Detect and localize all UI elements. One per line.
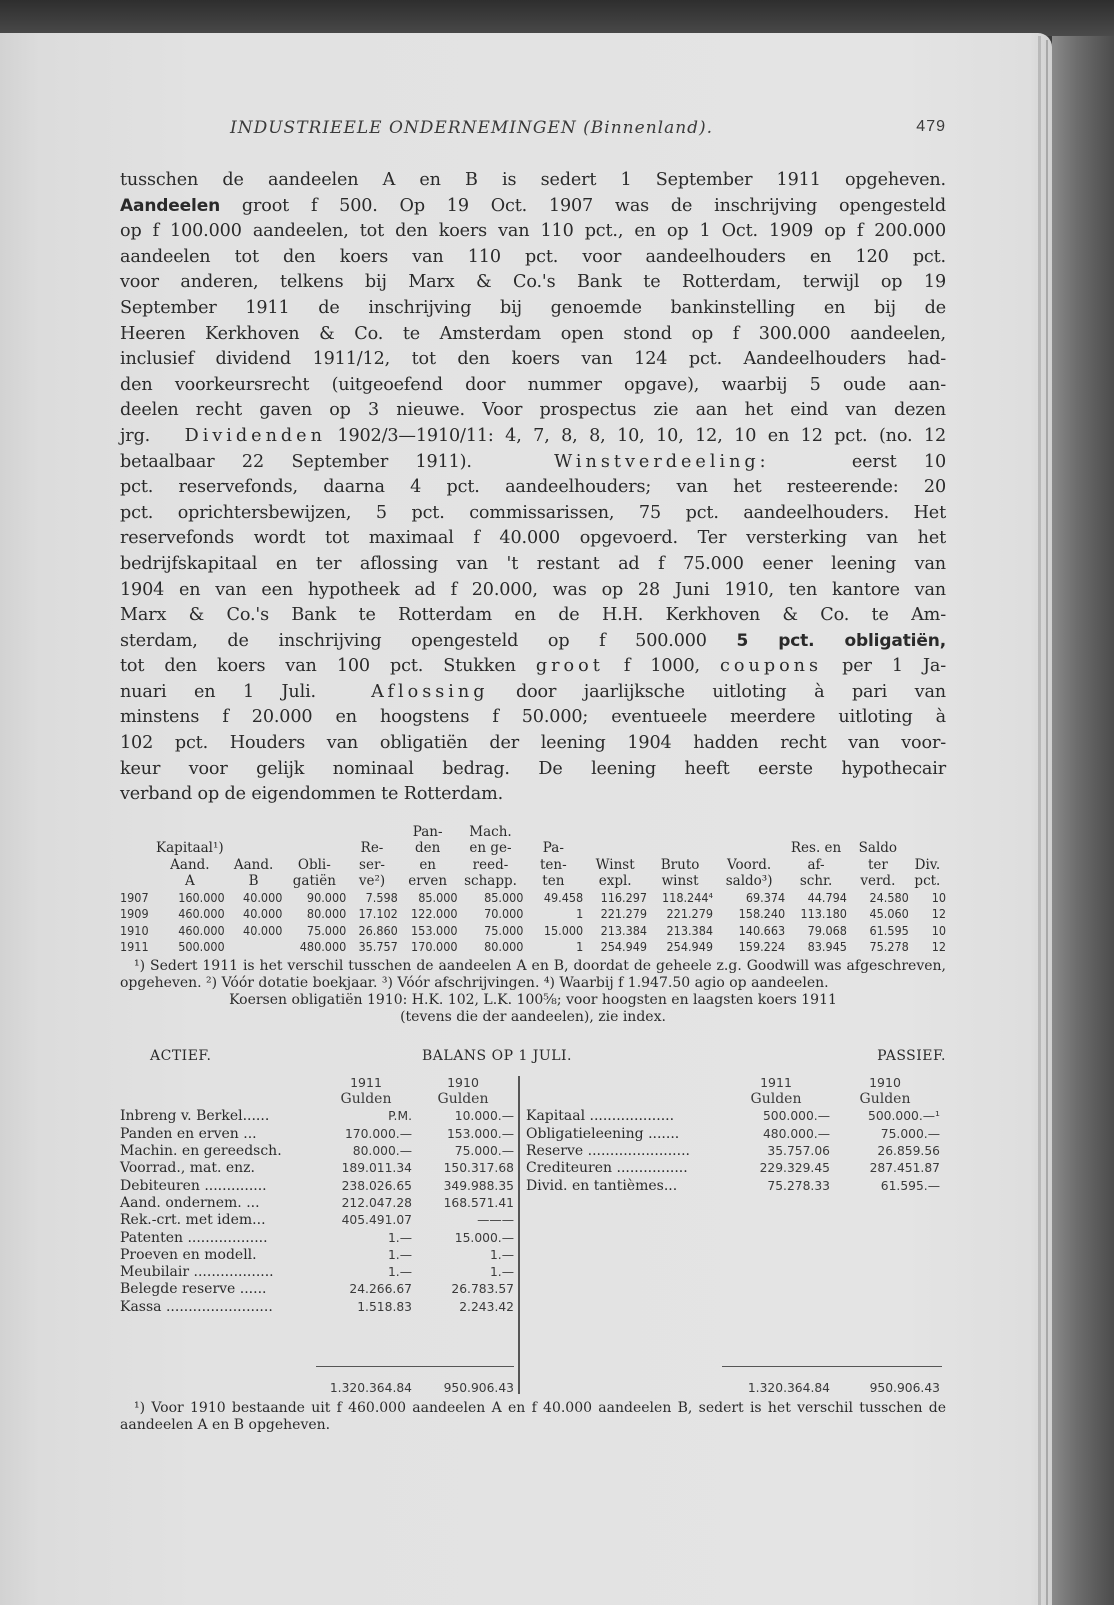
balance-row bbox=[120, 1160, 514, 1177]
text-fragment: 1902/3—1910/11: 4, 7, 8, 8, 10, 10, 12, 10 en 12 pct. (no. 12 bbox=[337, 425, 946, 446]
balance-row bbox=[120, 1212, 514, 1229]
column-header: Mach. bbox=[469, 823, 512, 840]
column-header: Winst bbox=[595, 856, 635, 873]
column-header bbox=[909, 840, 946, 857]
balance-row bbox=[120, 1126, 514, 1143]
row-label: Voorrad., mat. enz. bbox=[120, 1160, 256, 1177]
column-header: gatiën bbox=[292, 873, 336, 890]
table-cell: 10 bbox=[931, 922, 946, 938]
column-header: Bruto bbox=[660, 856, 700, 873]
value-1911: 170.000.— bbox=[344, 1126, 412, 1141]
actief-column bbox=[120, 1074, 514, 1395]
row-label: Rek.-crt. met idem... bbox=[120, 1212, 266, 1229]
column-header: schapp. bbox=[464, 873, 517, 890]
total-rule bbox=[722, 1366, 942, 1367]
value-1910: 1910 bbox=[869, 1074, 901, 1090]
value-1911: 229.329.45 bbox=[759, 1161, 830, 1176]
balance-row bbox=[526, 1126, 946, 1143]
balance-row bbox=[120, 1230, 514, 1247]
total-row bbox=[120, 1380, 514, 1397]
table-cell: 85.000 bbox=[484, 889, 524, 905]
table-cell: 80.000 bbox=[484, 939, 524, 955]
value-1910: 153.000.— bbox=[446, 1126, 514, 1141]
column-header bbox=[282, 840, 346, 857]
column-header: B bbox=[248, 873, 259, 890]
column-header: expl. bbox=[598, 873, 632, 890]
table-cell: 10 bbox=[931, 889, 946, 905]
value-1910: 349.988.35 bbox=[443, 1178, 514, 1193]
value-1910: 500.000.—¹ bbox=[868, 1109, 940, 1124]
table-cell: 40.000 bbox=[243, 889, 283, 905]
value-1911: 24.266.67 bbox=[349, 1282, 412, 1297]
text-line: reservefonds wordt tot maximaal f 40.000 opgevoerd. Ter versterking van het bbox=[120, 528, 946, 549]
column-header: Saldo bbox=[858, 840, 898, 857]
value-1910: 2.243.42 bbox=[459, 1299, 514, 1314]
table-cell: 12 bbox=[931, 906, 946, 922]
text-fragment: tot den koers van 100 pct. Stukken bbox=[120, 656, 516, 677]
column-header bbox=[523, 824, 583, 841]
row-label: Reserve ....................... bbox=[526, 1143, 690, 1160]
balance-row bbox=[120, 1247, 514, 1264]
column-header: winst bbox=[661, 873, 699, 890]
text-line: Heeren Kerkhoven & Co. te Amsterdam open stond op f 300.000 aandeelen, bbox=[120, 323, 946, 344]
column-header bbox=[583, 824, 647, 841]
column-header bbox=[785, 824, 847, 841]
year-header-row bbox=[120, 1074, 514, 1091]
table-cell: 113.180 bbox=[800, 906, 847, 922]
spaced-term-groot: groot bbox=[535, 656, 604, 677]
column-header bbox=[225, 824, 283, 841]
table-header-row bbox=[120, 857, 946, 874]
column-header: schr. bbox=[799, 873, 833, 890]
column-header: ser- bbox=[359, 856, 385, 873]
text-line: September 1911 de inschrijving bij genoemde bankinstelling en bij de bbox=[120, 297, 946, 318]
table-cell: 80.000 bbox=[306, 906, 347, 922]
column-header: en bbox=[419, 856, 436, 873]
value-1910: ——— bbox=[477, 1213, 514, 1228]
column-header: Res. en bbox=[790, 840, 842, 857]
table-cell: 500.000 bbox=[178, 939, 225, 955]
table-header-row bbox=[120, 840, 946, 857]
spaced-term-aflossing: Aflossing bbox=[371, 681, 489, 702]
table-cell: 140.663 bbox=[738, 922, 786, 938]
text-line: 1904 en van een hypotheek ad f 20.000, was op 28 Juni 1910, ten kantore van bbox=[120, 579, 946, 600]
value-1910: 1.— bbox=[489, 1265, 514, 1280]
value-1910: 61.595.— bbox=[880, 1178, 940, 1193]
text-line bbox=[120, 424, 946, 450]
table-cell: 40.000 bbox=[243, 906, 283, 922]
spaced-term-winstverdeeling: Winstverdeeling: bbox=[554, 451, 770, 472]
text-line: pct. oprichtersbewijzen, 5 pct. commissarissen, 75 pct. aandeelhouders. Het bbox=[120, 502, 946, 523]
page-edge-line bbox=[1038, 36, 1041, 1605]
table-row bbox=[120, 906, 946, 923]
table-cell: 75.278 bbox=[869, 939, 909, 955]
row-label: Belegde reserve ...... bbox=[120, 1281, 267, 1298]
body-paragraph bbox=[120, 168, 946, 808]
year-cell: 1911 bbox=[120, 939, 149, 955]
table-cell: 75.000 bbox=[306, 922, 347, 938]
column-header: saldo³) bbox=[725, 873, 773, 890]
row-label: Patenten .................. bbox=[120, 1229, 268, 1246]
text-fragment: door jaarlijksche uitloting à pari van bbox=[516, 681, 946, 702]
text-fragment: groot f 500. Op 19 Oct. 1907 was de inschrijving opengesteld bbox=[241, 195, 946, 216]
column-header: Voord. bbox=[727, 856, 772, 873]
value-1910: 1.— bbox=[489, 1247, 514, 1262]
row-label: Debiteuren .............. bbox=[120, 1177, 267, 1194]
table-cell: 221.279 bbox=[600, 906, 648, 922]
table-cell: 40.000 bbox=[243, 922, 283, 938]
value-1910: 26.859.56 bbox=[877, 1144, 940, 1159]
text-line: verband op de eigendommen te Rotterdam. bbox=[120, 784, 504, 805]
value-1910: Gulden bbox=[859, 1091, 911, 1108]
column-header: af- bbox=[807, 856, 825, 873]
value-1910: 150.317.68 bbox=[443, 1161, 514, 1176]
balance-row bbox=[120, 1178, 514, 1195]
text-fragment: per 1 Ja- bbox=[842, 656, 947, 677]
table-cell: 75.000 bbox=[484, 922, 524, 938]
balance-row bbox=[526, 1108, 946, 1125]
table-cell: 213.384 bbox=[600, 922, 648, 938]
text-fragment: eerst 10 bbox=[851, 451, 947, 472]
table-cell: 118.244⁴ bbox=[662, 889, 714, 905]
text-line bbox=[120, 194, 946, 220]
table-cell: 15.000 bbox=[543, 922, 584, 938]
text-line: keur voor gelijk nominaal bedrag. De leening heeft eerste hypothecair bbox=[120, 758, 946, 779]
text-line: 102 pct. Houders van obligatiën der leening 1904 hadden recht van voor- bbox=[120, 733, 946, 754]
currency-header-row bbox=[526, 1091, 946, 1108]
page-edge-line-2 bbox=[1046, 40, 1048, 1605]
value-1911: 1.320.364.84 bbox=[747, 1380, 830, 1395]
column-header: den bbox=[414, 840, 441, 857]
value-1911: 1.— bbox=[387, 1247, 412, 1262]
table-cell: 79.068 bbox=[807, 922, 847, 938]
table-cell: 1 bbox=[576, 906, 584, 922]
value-1911: 480.000.— bbox=[762, 1126, 830, 1141]
table-cell: 24.580 bbox=[869, 889, 909, 905]
bold-term-obligatien: 5 pct. obligatiën, bbox=[736, 630, 946, 651]
value-1911: P.M. bbox=[388, 1109, 412, 1124]
balance-row bbox=[120, 1195, 514, 1212]
text-line: voor anderen, telkens bij Marx & Co.'s Bank te Rotterdam, terwijl op 19 bbox=[120, 272, 946, 293]
column-header bbox=[713, 824, 785, 841]
value-1911: 1.— bbox=[387, 1265, 412, 1280]
spaced-term-dividenden: Dividenden bbox=[184, 425, 326, 446]
value-1911: Gulden bbox=[340, 1091, 392, 1108]
value-1911: 35.757.06 bbox=[767, 1144, 830, 1159]
table-cell: 26.860 bbox=[358, 922, 398, 938]
running-header bbox=[120, 110, 946, 140]
row-label: Aand. ondernem. ... bbox=[120, 1194, 260, 1211]
text-line: tusschen de aandeelen A en B is sedert 1 September 1911 opgeheven. bbox=[120, 170, 946, 190]
table-cell: 69.374 bbox=[745, 889, 786, 905]
value-1911: 75.278.33 bbox=[767, 1178, 830, 1193]
row-label: Proeven en modell. bbox=[120, 1246, 257, 1263]
value-1910: 1910 bbox=[447, 1074, 479, 1090]
table-header bbox=[120, 824, 946, 890]
value-1911: 1.518.83 bbox=[357, 1299, 412, 1314]
column-header bbox=[120, 857, 155, 874]
table-cell: 90.000 bbox=[306, 889, 347, 905]
value-1910: Gulden bbox=[437, 1091, 489, 1108]
table-cell: 158.240 bbox=[738, 906, 786, 922]
table-cell: 7.598 bbox=[365, 889, 398, 905]
column-header bbox=[909, 824, 946, 841]
text-fragment: nuari en 1 Juli. bbox=[120, 681, 316, 702]
value-1910: 950.906.43 bbox=[869, 1380, 940, 1395]
balance-row bbox=[120, 1299, 514, 1316]
table-cell: 44.794 bbox=[807, 889, 847, 905]
column-header bbox=[282, 824, 346, 841]
value-1911: 189.011.34 bbox=[341, 1161, 412, 1176]
column-header: Kapitaal¹) bbox=[156, 840, 224, 857]
value-1910: 950.906.43 bbox=[443, 1380, 514, 1395]
value-1911: 1911 bbox=[760, 1074, 792, 1090]
row-label: Obligatieleening ....... bbox=[526, 1125, 680, 1142]
column-header: ve²) bbox=[358, 873, 386, 890]
balance-footnote bbox=[120, 1400, 946, 1434]
balance-row bbox=[120, 1264, 514, 1281]
column-header: reed- bbox=[472, 856, 509, 873]
book-top-shadow bbox=[0, 0, 1114, 36]
table-cell: 159.224 bbox=[738, 939, 786, 955]
table-cell: 35.757 bbox=[358, 939, 398, 955]
value-1910: 26.783.57 bbox=[451, 1282, 514, 1297]
value-1911: 1.— bbox=[387, 1230, 412, 1245]
footnote-text: ¹) Voor 1910 bestaande uit f 460.000 aandeelen A en f 40.000 aandeelen B, sedert is het verschil tusschen de aandeelen A en B opgeheven. bbox=[120, 1399, 946, 1433]
column-header: ten bbox=[542, 873, 565, 890]
text-line: pct. reservefonds, daarna 4 pct. aandeelhouders; van het resteerende: 20 bbox=[120, 477, 946, 498]
balance-sheet bbox=[120, 1074, 946, 1404]
row-label: Panden en erven ... bbox=[120, 1125, 257, 1142]
value-1911: 1911 bbox=[350, 1074, 382, 1090]
table-cell: 70.000 bbox=[484, 906, 524, 922]
column-header bbox=[713, 840, 785, 857]
balance-divider bbox=[518, 1076, 520, 1394]
column-header: Re- bbox=[360, 840, 384, 857]
balance-row bbox=[526, 1143, 946, 1160]
row-label: Machin. en gereedsch. bbox=[120, 1143, 282, 1160]
column-header: A bbox=[184, 873, 195, 890]
table-body bbox=[120, 890, 946, 956]
balance-row bbox=[526, 1160, 946, 1177]
table-row bbox=[120, 890, 946, 907]
column-header: ten- bbox=[540, 856, 567, 873]
currency-header-row bbox=[120, 1091, 514, 1108]
text-line: Marx & Co.'s Bank te Rotterdam en de H.H. Kerkhoven & Co. te Am- bbox=[120, 605, 946, 626]
text-line bbox=[120, 654, 946, 680]
table-cell: 221.279 bbox=[666, 906, 714, 922]
text-line: minstens f 20.000 en hoogstens f 50.000; eventueele meerdere uitloting à bbox=[120, 707, 946, 728]
balance-heading bbox=[120, 1044, 946, 1068]
table-header-row bbox=[120, 824, 946, 841]
value-1911: 500.000.— bbox=[762, 1109, 830, 1124]
column-header bbox=[120, 824, 155, 841]
table-cell: 254.949 bbox=[600, 939, 648, 955]
row-label: Divid. en tantièmes... bbox=[526, 1177, 678, 1194]
row-label: Inbreng v. Berkel...... bbox=[120, 1108, 270, 1125]
value-1910: 75.000.— bbox=[454, 1144, 514, 1159]
column-header: Pa- bbox=[542, 840, 564, 857]
spaced-term-coupons: coupons bbox=[720, 656, 823, 677]
value-1910: 75.000.— bbox=[880, 1126, 940, 1141]
balance-row bbox=[120, 1108, 514, 1125]
row-label: Crediteuren ................ bbox=[526, 1160, 688, 1177]
column-header: Obli- bbox=[297, 856, 331, 873]
value-1911: 238.026.65 bbox=[341, 1178, 412, 1193]
value-1910: 15.000.— bbox=[454, 1230, 514, 1245]
column-header bbox=[647, 840, 713, 857]
text-line bbox=[120, 680, 946, 706]
page-content bbox=[120, 110, 946, 1434]
year-cell: 1909 bbox=[120, 906, 149, 922]
column-header bbox=[120, 873, 155, 890]
table-cell: 61.595 bbox=[869, 922, 909, 938]
koersen-line: (tevens die der aandeelen), zie index. bbox=[400, 1008, 666, 1025]
financial-history-table bbox=[120, 824, 946, 956]
table-cell: 85.000 bbox=[418, 889, 458, 905]
value-1910: 10.000.— bbox=[454, 1109, 514, 1124]
running-title: INDUSTRIEELE ONDERNEMINGEN (Binnenland). bbox=[230, 118, 714, 138]
column-header: pct. bbox=[914, 873, 941, 890]
table-cell: 17.102 bbox=[358, 906, 398, 922]
table-cell: 1 bbox=[576, 939, 584, 955]
year-header-row bbox=[526, 1074, 946, 1091]
text-line: op f 100.000 aandeelen, tot den koers van 110 pct., en op 1 Oct. 1909 op f 200.000 bbox=[120, 221, 946, 242]
text-line: aandeelen tot den koers van 110 pct. voor aandeelhouders en 120 pct. bbox=[120, 246, 946, 267]
koersen-line: Koersen obligatiën 1910: H.K. 102, L.K. 100⅝; voor hoogsten en laagsten koers 1911 bbox=[229, 991, 837, 1008]
table-cell: 12 bbox=[931, 939, 946, 955]
column-header: ter bbox=[867, 856, 888, 873]
value-1911: 405.491.07 bbox=[341, 1213, 412, 1228]
balance-title: BALANS OP 1 JULI. bbox=[422, 1047, 572, 1064]
column-header: erven bbox=[408, 873, 448, 890]
column-header: verd. bbox=[860, 873, 896, 890]
table-cell: 122.000 bbox=[411, 906, 458, 922]
column-header bbox=[346, 824, 398, 841]
table-cell: 160.000 bbox=[178, 889, 225, 905]
row-label: Kassa ........................ bbox=[120, 1298, 273, 1315]
table-cell: 153.000 bbox=[411, 922, 458, 938]
column-header bbox=[847, 824, 909, 841]
total-row bbox=[526, 1380, 946, 1397]
koersen-note bbox=[120, 992, 946, 1026]
value-1910: 287.451.87 bbox=[869, 1161, 940, 1176]
table-cell: 460.000 bbox=[178, 922, 225, 938]
value-1911: 1.320.364.84 bbox=[329, 1380, 412, 1395]
passief-title: PASSIEF. bbox=[877, 1047, 946, 1064]
text-fragment: betaalbaar 22 September 1911). bbox=[120, 451, 472, 472]
table-row bbox=[120, 939, 946, 956]
balance-row bbox=[526, 1178, 946, 1195]
column-header: Div. bbox=[914, 856, 941, 873]
balance-row bbox=[120, 1281, 514, 1298]
total-rule bbox=[316, 1366, 514, 1367]
bold-term-aandeelen: Aandeelen bbox=[120, 195, 221, 216]
value-1910: 168.571.41 bbox=[443, 1195, 514, 1210]
table-cell: 49.458 bbox=[543, 889, 584, 905]
column-header bbox=[583, 840, 647, 857]
column-header: Pan- bbox=[412, 823, 443, 840]
year-cell: 1910 bbox=[120, 922, 149, 938]
text-line: den voorkeursrecht (uitgeoefend door nummer opgave), waarbij 5 oude aan- bbox=[120, 374, 946, 395]
table-row bbox=[120, 923, 946, 940]
table-cell: 45.060 bbox=[869, 906, 909, 922]
column-header: Aand. bbox=[233, 856, 274, 873]
table-cell: 254.949 bbox=[666, 939, 714, 955]
table-cell: 460.000 bbox=[178, 906, 225, 922]
table-header-row bbox=[120, 873, 946, 890]
text-fragment: sterdam, de inschrijving opengesteld op f 500.000 bbox=[120, 630, 707, 651]
table-cell bbox=[225, 939, 283, 956]
column-header bbox=[647, 824, 713, 841]
text-fragment: f 1000, bbox=[623, 656, 700, 677]
value-1911: 80.000.— bbox=[352, 1144, 412, 1159]
footnote-text: ¹) Sedert 1911 is het verschil tusschen de aandeelen A en B, doordat de geheele z.g. Goodwill was afgeschreven, opgeheven. ²) Vóór dotatie boekjaar. ³) Vóór afschrijvingen. ⁴) Waarbij f 1.947.50 agio op aandeelen. bbox=[120, 957, 946, 991]
column-header bbox=[155, 824, 225, 841]
column-header: Aand. bbox=[170, 856, 210, 873]
table-cell: 213.384 bbox=[666, 922, 714, 938]
column-header bbox=[225, 840, 283, 857]
text-line: bedrijfskapitaal en ter aflossing van 't restant ad f 75.000 eener leening van bbox=[120, 553, 946, 574]
text-line: inclusief dividend 1911/12, tot den koers van 124 pct. Aandeelhouders had- bbox=[120, 349, 946, 370]
balance-row bbox=[120, 1143, 514, 1160]
passief-column bbox=[526, 1074, 946, 1395]
page-number: 479 bbox=[916, 118, 946, 135]
table-footnotes bbox=[120, 958, 946, 992]
column-header: en ge- bbox=[469, 840, 512, 857]
table-cell: 116.297 bbox=[600, 889, 648, 905]
table-cell: 83.945 bbox=[807, 939, 847, 955]
column-header bbox=[120, 840, 155, 857]
value-1911: 212.047.28 bbox=[341, 1195, 412, 1210]
year-cell: 1907 bbox=[120, 889, 149, 905]
row-label: Meubilair .................. bbox=[120, 1264, 274, 1281]
row-label: Kapitaal ................... bbox=[526, 1108, 675, 1125]
table-cell: 170.000 bbox=[411, 939, 458, 955]
actief-title: ACTIEF. bbox=[150, 1047, 212, 1064]
text-line bbox=[120, 450, 946, 476]
text-fragment: jrg. bbox=[120, 425, 151, 446]
text-line: deelen recht gaven op 3 nieuwe. Voor prospectus zie aan het eind van dezen bbox=[120, 400, 946, 421]
value-1911: Gulden bbox=[750, 1091, 802, 1108]
table-cell: 480.000 bbox=[299, 939, 347, 955]
book-page-edges bbox=[1052, 36, 1114, 1605]
text-line bbox=[120, 629, 946, 655]
